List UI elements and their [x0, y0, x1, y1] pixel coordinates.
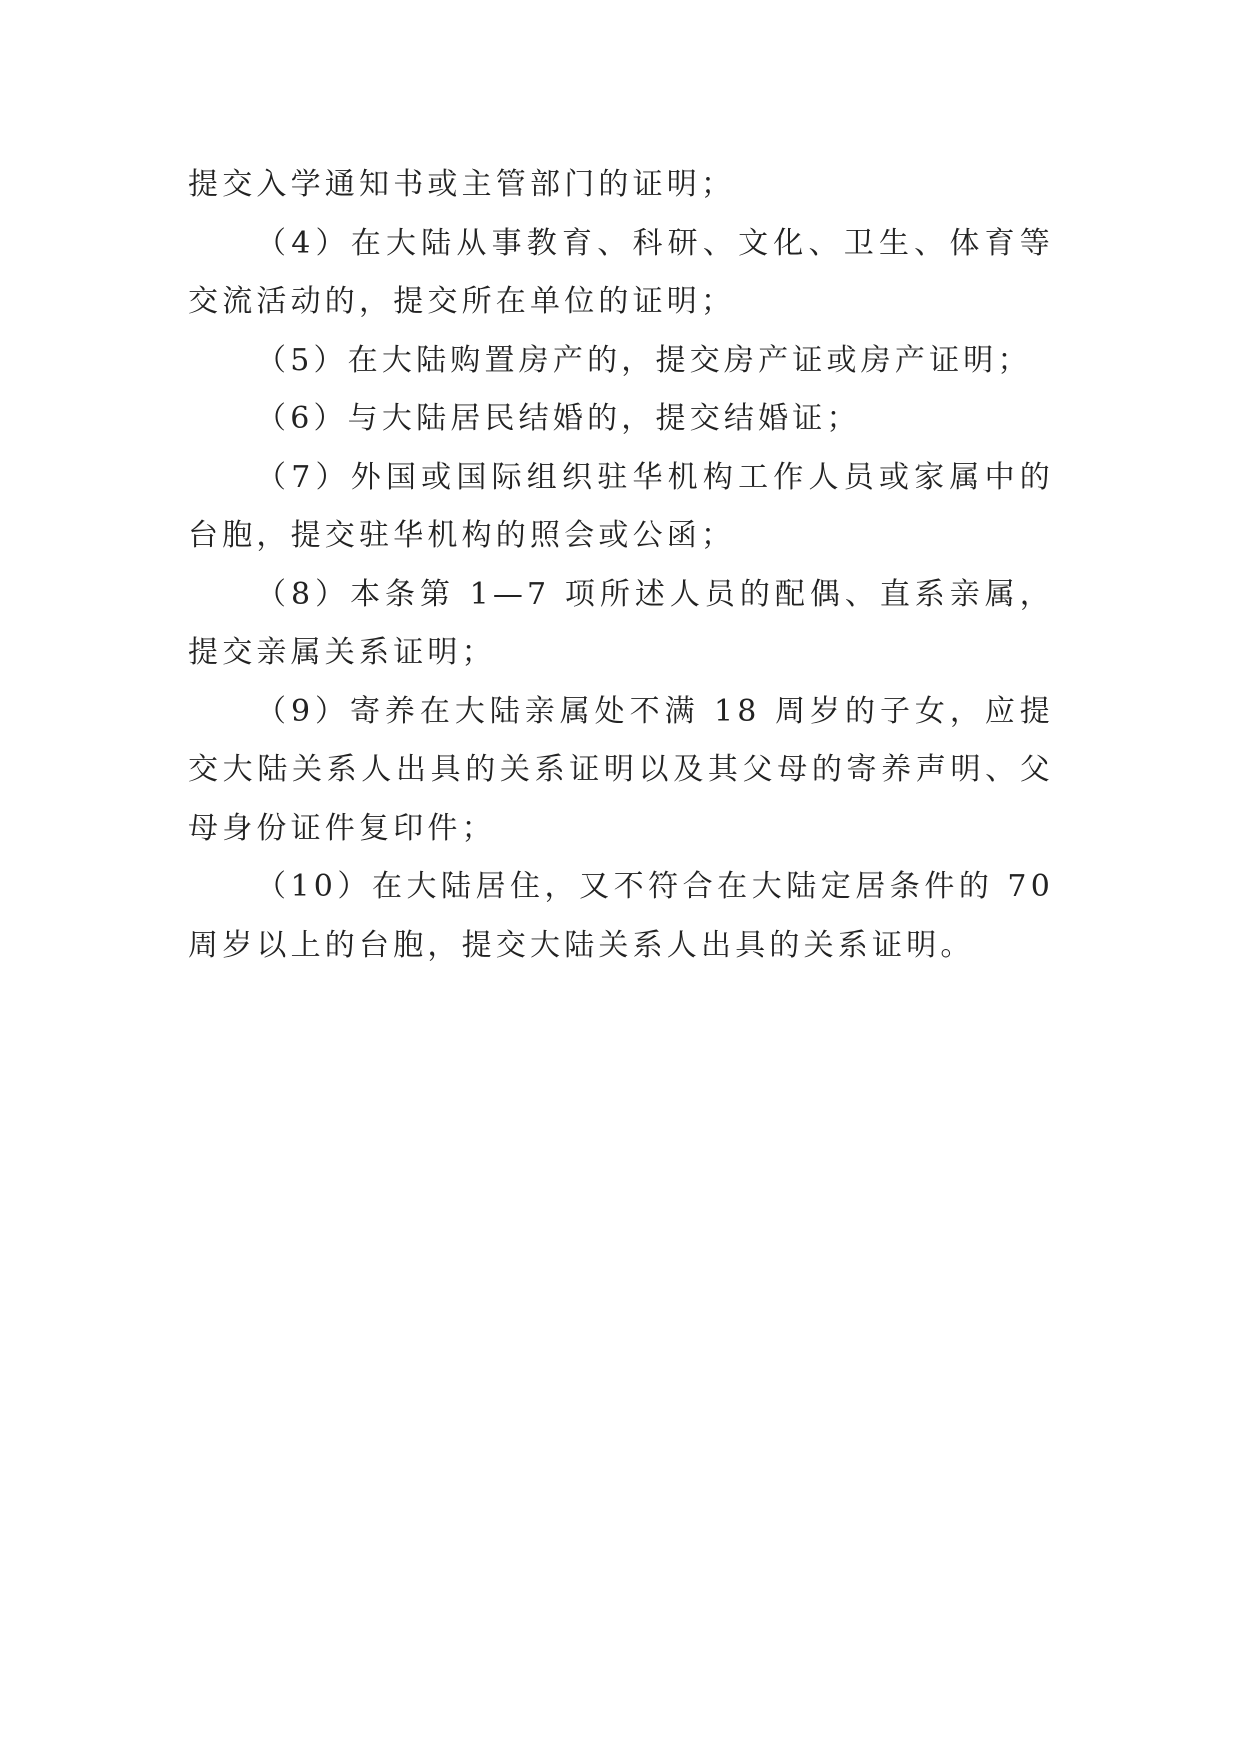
document-body — [188, 156, 1054, 975]
paragraph-item-10: （10）在大陆居住，又不符合在大陆定居条件的 70 周岁以上的台胞，提交大陆关系人出具的关系证明。 — [188, 869, 1054, 963]
paragraph-item-8: （8）本条第 1—7 项所述人员的配偶、直系亲属，提交亲属关系证明； — [188, 576, 1054, 670]
paragraph-continuation: 提交入学通知书或主管部门的证明； — [188, 167, 736, 202]
paragraph-item-6: （6）与大陆居民结婚的，提交结婚证； — [256, 401, 861, 436]
paragraph-item-9: （9）寄养在大陆亲属处不满 18 周岁的子女，应提交大陆关系人出具的关系证明以及其父母的寄养声明、父母身份证件复印件； — [188, 693, 1054, 846]
paragraph-item-4: （4）在大陆从事教育、科研、文化、卫生、体育等交流活动的，提交所在单位的证明； — [188, 225, 1054, 319]
paragraph-item-7: （7）外国或国际组织驻华机构工作人员或家属中的台胞，提交驻华机构的照会或公函； — [188, 459, 1054, 553]
paragraph-item-5: （5）在大陆购置房产的，提交房产证或房产证明； — [256, 342, 1032, 378]
